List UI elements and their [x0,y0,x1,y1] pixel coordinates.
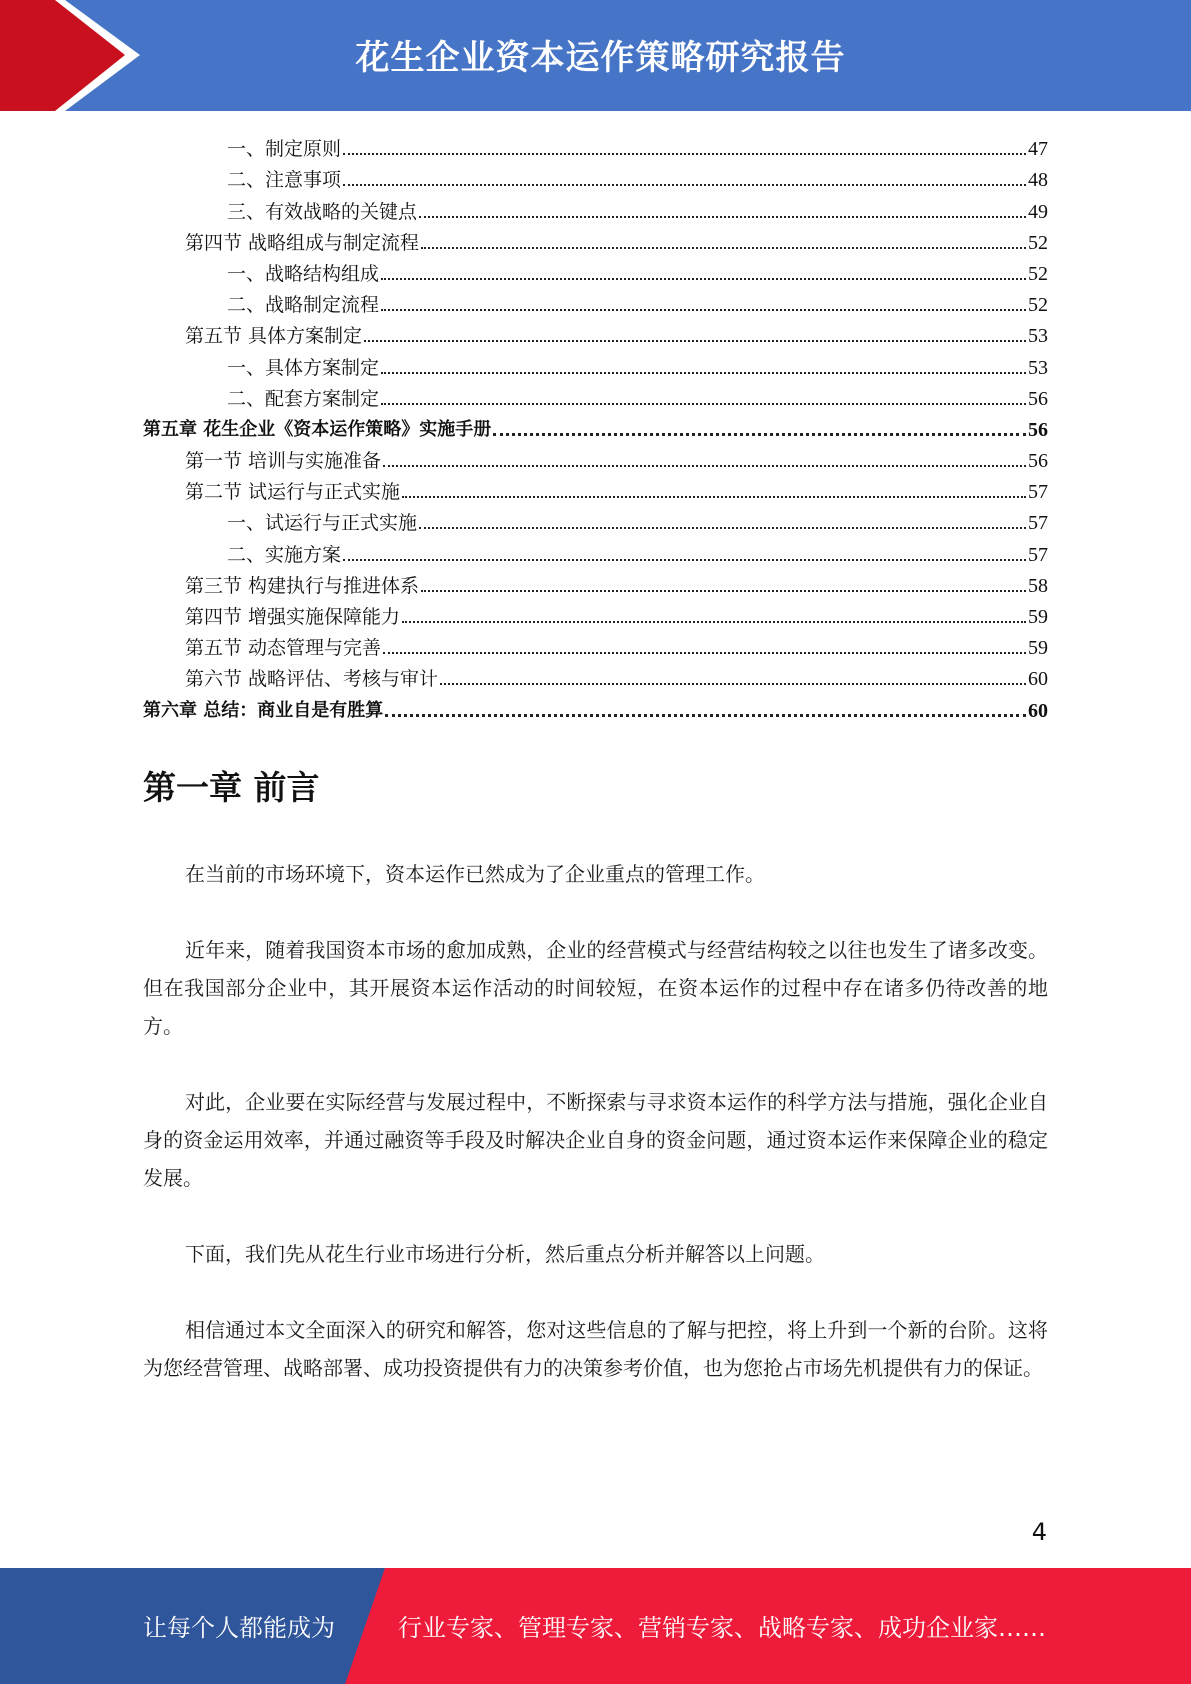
toc-entry-title: 二、实施方案 [227,543,342,566]
paragraph: 下面，我们先从花生行业市场进行分析，然后重点分析并解答以上问题。 [185,1242,825,1266]
toc-entry-page: 60 [1028,668,1048,691]
toc-section-entry[interactable] [143,628,1048,659]
toc-entry-page: 59 [1028,606,1048,628]
toc-entry-title: 第四节 增强实施保障能力 [185,606,401,628]
toc-section-entry[interactable] [143,566,1048,597]
toc-section-entry[interactable] [143,223,1048,254]
toc-dot-leader [343,184,1026,186]
table-of-contents [143,129,1048,722]
paragraph: 对此，企业要在实际经营与发展过程中，不断探索与寻求资本运作的科学方法与措施，强化企业自身的资金运用效率，并通过融资等手段及时解决企业自身的资金问题，通过资本运作来保障企业的稳定发展。 [143,1090,1048,1190]
toc-entry-page: 59 [1028,637,1048,660]
toc-entry-title: 一、战略结构组成 [227,262,380,285]
toc-entry-page: 53 [1028,325,1048,348]
toc-dot-leader [383,465,1026,467]
toc-section-entry[interactable] [143,659,1048,690]
toc-entry-title: 第四节 战略组成与制定流程 [185,231,420,254]
toc-dot-leader [493,433,1026,436]
chapter-body [143,855,1048,1425]
toc-entry-page: 49 [1028,200,1048,223]
toc-dot-leader [421,590,1026,592]
toc-entry-page: 56 [1028,387,1048,410]
toc-entry-page: 53 [1028,356,1048,379]
page-number: 4 [1031,1518,1047,1546]
toc-entry-title: 二、配套方案制定 [227,387,380,410]
toc-entry-title: 第三节 构建执行与推进体系 [185,574,420,597]
toc-dot-leader [421,247,1026,249]
footer-slogan-left: 让每个人都能成为 [143,1614,335,1642]
toc-dot-leader [364,340,1026,342]
toc-entry-title: 第二节 试运行与正式实施 [185,481,401,504]
toc-entry-title: 第五节 具体方案制定 [185,325,363,348]
page-header [0,0,1191,111]
toc-subsection-entry[interactable] [143,534,1048,565]
toc-entry-page: 57 [1028,512,1048,535]
toc-entry-page: 52 [1028,231,1048,254]
toc-entry-title: 第六节 战略评估、考核与审计 [185,668,439,691]
toc-section-entry[interactable] [143,597,1048,628]
toc-entry-page: 52 [1028,262,1048,285]
toc-entry-title: 二、注意事项 [227,169,342,192]
toc-chapter-entry[interactable] [143,410,1048,441]
toc-entry-page: 58 [1028,574,1048,597]
toc-entry-page: 47 [1028,138,1048,161]
toc-entry-page: 57 [1028,481,1048,504]
toc-entry-title: 一、试运行与正式实施 [227,512,418,535]
toc-dot-leader [440,683,1026,685]
toc-dot-leader [419,216,1026,218]
toc-dot-leader [343,559,1026,561]
toc-entry-page: 57 [1028,543,1048,566]
toc-entry-title: 三、有效战略的关键点 [227,200,418,223]
toc-subsection-entry[interactable] [143,347,1048,378]
paragraph: 在当前的市场环境下，资本运作已然成为了企业重点的管理工作。 [185,862,765,886]
toc-entry-title: 第五节 动态管理与完善 [185,637,382,660]
toc-dot-leader [419,527,1026,529]
toc-entry-title: 二、战略制定流程 [227,294,380,317]
toc-section-entry[interactable] [143,316,1048,347]
paragraph: 近年来，随着我国资本市场的愈加成熟，企业的经营模式与经营结构较之以往也发生了诸多改变。但在我国部分企业中，其开展资本运作活动的时间较短，在资本运作的过程中存在诸多仍待改善的地方。 [143,938,1048,1038]
toc-dot-leader [402,496,1026,498]
toc-section-entry[interactable] [143,441,1048,472]
toc-dot-leader [402,621,1026,623]
toc-dot-leader [385,714,1026,717]
paragraph: 相信通过本文全面深入的研究和解答，您对这些信息的了解与把控，将上升到一个新的台阶。这将为您经营管理、战略部署、成功投资提供有力的决策参考价值，也为您抢占市场先机提供有力的保证。 [143,1318,1048,1380]
toc-subsection-entry[interactable] [143,129,1048,160]
toc-entry-title: 第六章 总结：商业自是有胜算 [143,699,384,721]
toc-subsection-entry[interactable] [143,503,1048,534]
toc-entry-page: 56 [1028,450,1048,473]
toc-entry-title: 第五章 花生企业《资本运作策略》实施手册 [143,418,492,440]
page-footer [0,1568,1191,1684]
chapter-heading: 第一章 前言 [143,768,320,807]
toc-entry-page: 56 [1028,418,1048,441]
toc-section-entry[interactable] [143,472,1048,503]
toc-chapter-entry[interactable] [143,690,1048,721]
toc-dot-leader [381,309,1026,311]
toc-subsection-entry[interactable] [143,191,1048,222]
toc-entry-title: 一、制定原则 [227,138,342,161]
toc-entry-page: 52 [1028,294,1048,317]
toc-entry-page: 60 [1028,699,1048,722]
report-title: 花生企业资本运作策略研究报告 [355,38,846,78]
toc-subsection-entry[interactable] [143,285,1048,316]
toc-subsection-entry[interactable] [143,160,1048,191]
toc-entry-title: 第一节 培训与实施准备 [185,450,382,473]
toc-entry-title: 一、具体方案制定 [227,356,380,379]
toc-dot-leader [383,652,1026,654]
toc-subsection-entry[interactable] [143,379,1048,410]
toc-dot-leader [381,372,1026,374]
toc-subsection-entry[interactable] [143,254,1048,285]
toc-dot-leader [381,403,1026,405]
toc-entry-page: 48 [1028,169,1048,192]
toc-dot-leader [343,153,1026,155]
toc-dot-leader [381,278,1026,280]
footer-slogan-right: 行业专家、管理专家、营销专家、战略专家、成功企业家…… [398,1614,1046,1642]
